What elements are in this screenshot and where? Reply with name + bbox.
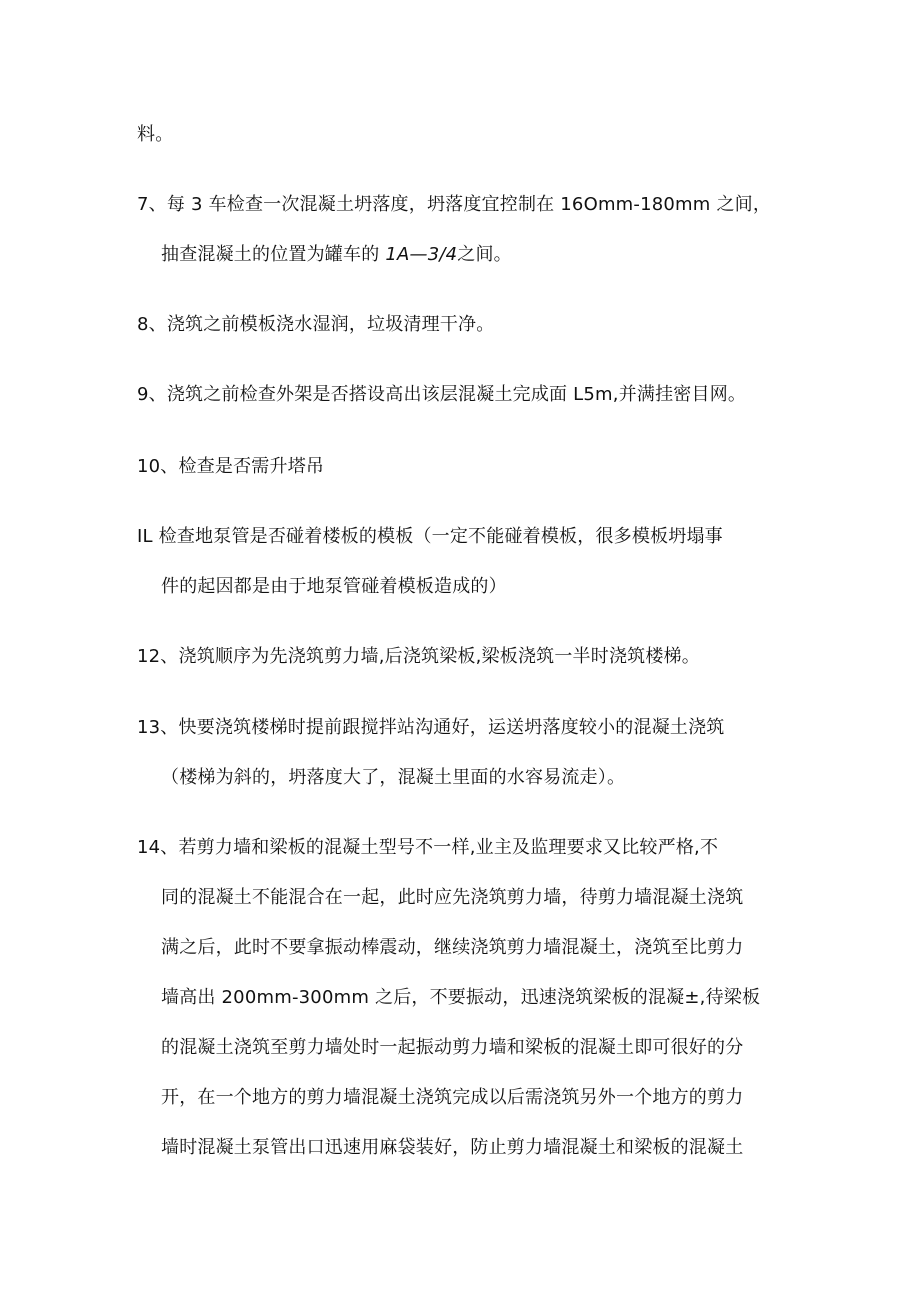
text-line: 开，在一个地方的剪力墙混凝土浇筑完成以后需浇筑另外一个地方的剪力: [161, 1087, 744, 1108]
text-line: 9、浇筑之前检查外架是否搭设高出该层混凝土完成面 L5m,并满挂密目网。: [137, 384, 747, 405]
text-line: （楼梯为斜的，坍落度大了，混凝土里面的水容易流走）。: [161, 767, 626, 788]
text-line: 13、快要浇筑楼梯时提前跟搅拌站沟通好，运送坍落度较小的混凝土浇筑: [137, 717, 725, 738]
text-span: 之间。: [457, 244, 512, 265]
text-line: IL 检查地泵管是否碰着楼板的模板（一定不能碰着模板，很多模板坍塌事: [137, 526, 723, 547]
text-span: 抽查混凝土的位置为罐车的: [161, 244, 386, 265]
text-line: 满之后，此时不要拿振动棒震动，继续浇筑剪力墙混凝土，浇筑至比剪力: [161, 937, 744, 958]
text-line: 7、每 3 车检查一次混凝土坍落度，坍落度宜控制在 16Omm-180mm 之间，: [137, 194, 772, 215]
text-line: 10、检查是否需升塔吊: [137, 456, 325, 477]
text-line: [161, 243, 821, 267]
text-line: 墙时混凝土泵管出口迅速用麻袋装好，防止剪力墙混凝土和梁板的混凝土: [161, 1137, 744, 1158]
text-line: 12、浇筑顺序为先浇筑剪力墙,后浇筑梁板,梁板浇筑一半时浇筑楼梯。: [137, 646, 700, 667]
text-line: 的混凝土浇筑至剪力墙处时一起振动剪力墙和梁板的混凝土即可很好的分: [161, 1037, 744, 1058]
text-line: 料。: [137, 124, 174, 145]
fraction-text: 1A—3/4: [385, 244, 458, 265]
text-line: 同的混凝土不能混合在一起，此时应先浇筑剪力墙，待剪力墙混凝土浇筑: [161, 887, 744, 908]
text-line: 14、若剪力墙和梁板的混凝土型号不一样,业主及监理要求又比较严格,不: [137, 837, 719, 858]
text-line: 墙高出 200mm-300mm 之后，不要振动，迅速浇筑梁板的混凝±,待梁板: [161, 987, 761, 1008]
text-line: 件的起因都是由于地泵管碰着模板造成的）: [161, 576, 507, 597]
text-line: 8、浇筑之前模板浇水湿润，垃圾清理干净。: [137, 314, 495, 335]
